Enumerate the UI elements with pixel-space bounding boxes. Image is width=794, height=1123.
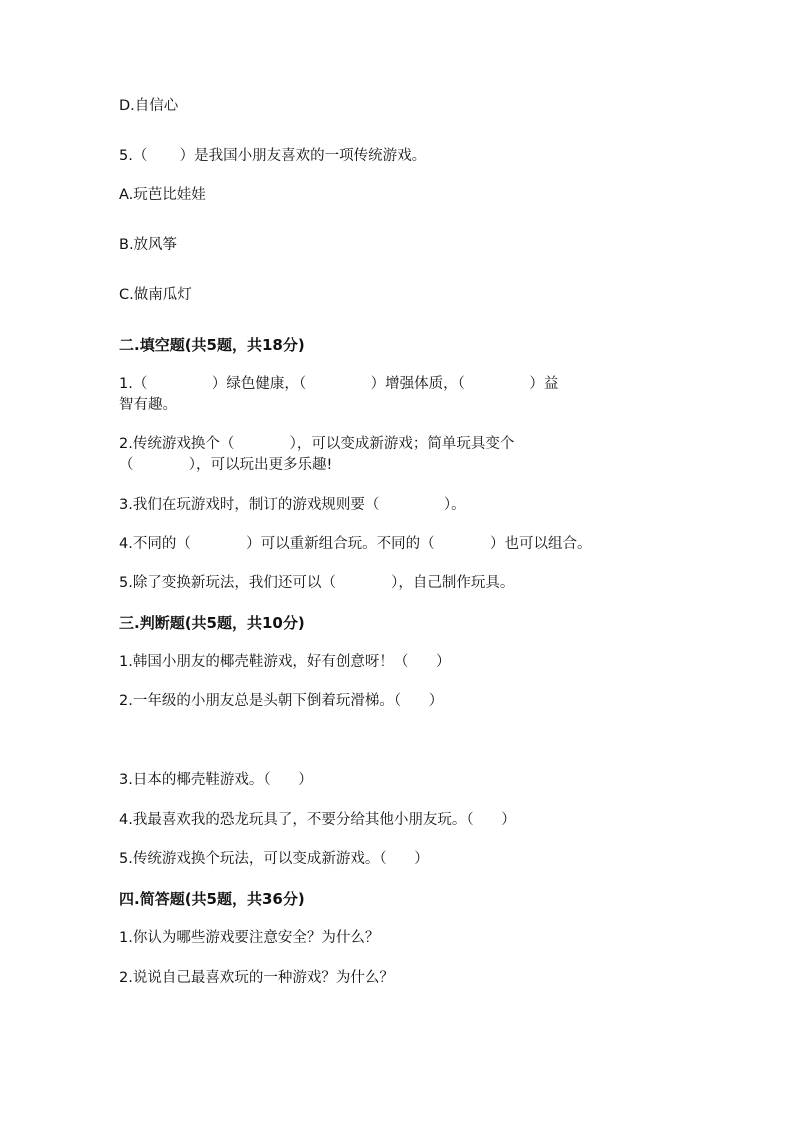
fill-item-5: 5.除了变换新玩法，我们还可以（ ），自己制作玩具。 (119, 575, 515, 591)
section-heading-short-answer: 四.简答题(共5题，共36分) (119, 890, 305, 908)
q5-option-a: A.玩芭比娃娃 (119, 187, 206, 203)
section-heading-fill-in: 二.填空题(共5题，共18分) (119, 336, 305, 354)
fill-item-3: 3.我们在玩游戏时，制订的游戏规则要（ ）。 (119, 497, 466, 513)
q5-stem: 5.（ ）是我国小朋友喜欢的一项传统游戏。 (119, 148, 427, 164)
fill-item-1-line-2: 智有趣。 (119, 397, 177, 413)
short-answer-item-2: 2.说说自己最喜欢玩的一种游戏？为什么？ (119, 970, 394, 986)
q5-option-c: C.做南瓜灯 (119, 287, 192, 303)
fill-item-2-line-2: （ ），可以玩出更多乐趣! (119, 457, 333, 473)
judge-item-1: 1.韩国小朋友的椰壳鞋游戏，好有创意呀！（ ） (119, 654, 451, 670)
fill-item-2-line-1: 2.传统游戏换个（ ），可以变成新游戏；简单玩具变个 (119, 436, 515, 452)
fill-item-1-line-1: 1.（ ）绿色健康，（ ）增强体质，（ ）益 (119, 376, 559, 392)
judge-item-4: 4.我最喜欢我的恐龙玩具了，不要分给其他小朋友玩。（ ） (119, 812, 516, 828)
short-answer-item-1: 1.你认为哪些游戏要注意安全？为什么？ (119, 930, 380, 946)
judge-item-2: 2.一年级的小朋友总是头朝下倒着玩滑梯。（ ） (119, 693, 444, 709)
q4-option-d: D.自信心 (119, 98, 179, 114)
judge-item-5: 5.传统游戏换个玩法，可以变成新游戏。（ ） (119, 851, 429, 867)
section-heading-judgement: 三.判断题(共5题，共10分) (119, 614, 305, 632)
q5-option-b: B.放风筝 (119, 237, 178, 253)
judge-item-3: 3.日本的椰壳鞋游戏。（ ） (119, 772, 313, 788)
fill-item-4: 4.不同的（ ）可以重新组合玩。不同的（ ）也可以组合。 (119, 536, 592, 552)
